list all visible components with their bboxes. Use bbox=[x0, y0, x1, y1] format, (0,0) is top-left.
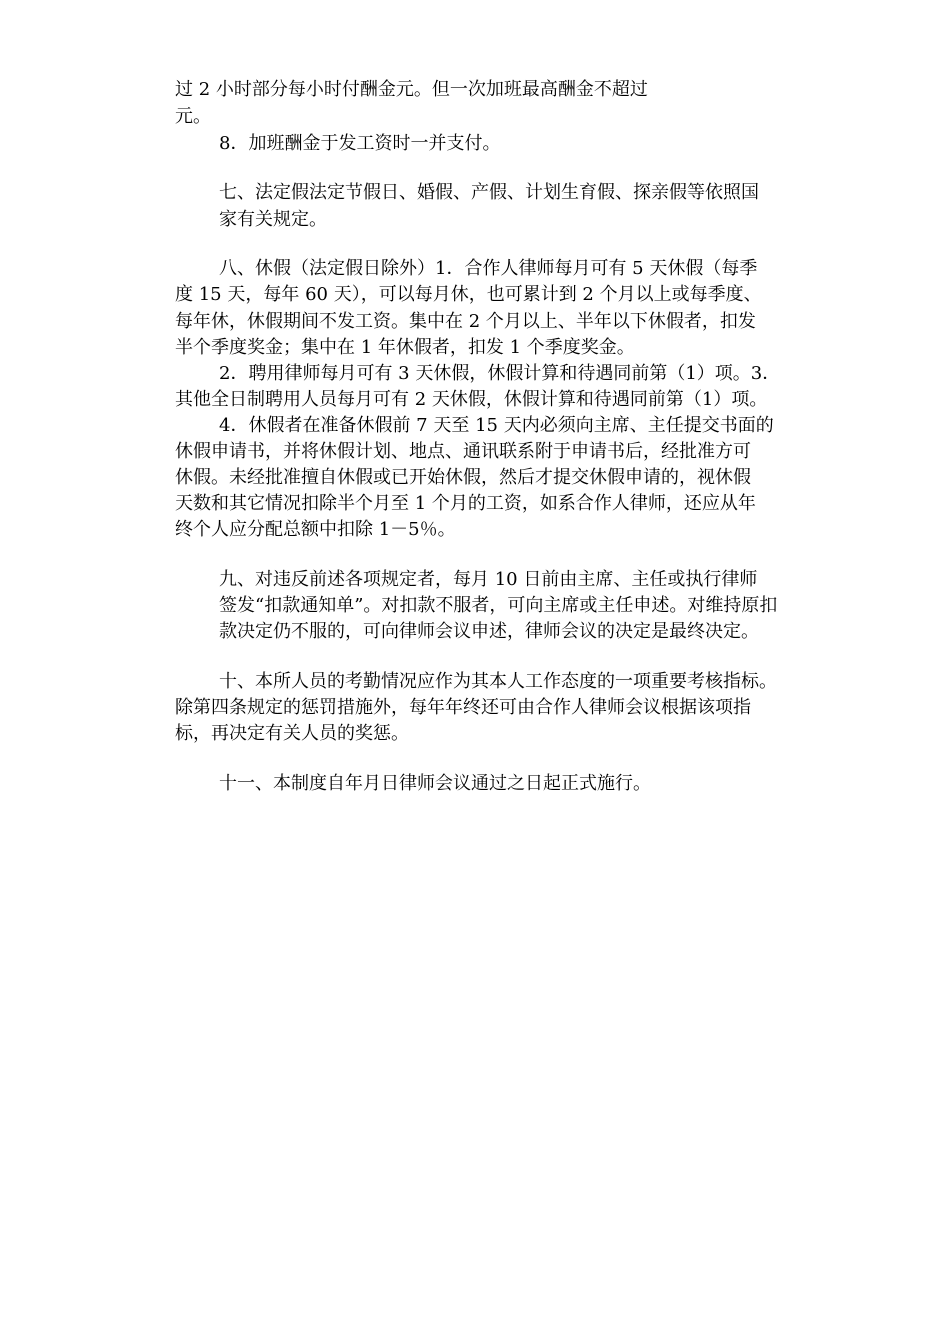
text-line: 休假。未经批准擅自休假或已开始休假，然后才提交休假申请的，视休假 bbox=[175, 467, 751, 488]
text-line: 终个人应分配总额中扣除 1－5％。 bbox=[175, 519, 456, 540]
text-line: 八、休假（法定假日除外）1．合作人律师每月可有 5 天休假（每季 bbox=[219, 258, 758, 279]
text-line: 其他全日制聘用人员每月可有 2 天休假，休假计算和待遇同前第（1）项。 bbox=[175, 389, 768, 410]
text-line: 8．加班酬金于发工资时一并支付。 bbox=[219, 133, 501, 154]
text-line: 2．聘用律师每月可有 3 天休假，休假计算和待遇同前第（1）项。3． bbox=[219, 363, 781, 384]
text-line: 每年休，休假期间不发工资。集中在 2 个月以上、半年以下休假者，扣发 bbox=[175, 311, 756, 332]
text-line: 元。 bbox=[175, 106, 211, 127]
text-line: 除第四条规定的惩罚措施外，每年年终还可由合作人律师会议根据该项指 bbox=[175, 697, 751, 718]
text-line: 过 2 小时部分每小时付酬金元。但一次加班最高酬金不超过 bbox=[175, 79, 648, 100]
text-line: 半个季度奖金；集中在 1 年休假者，扣发 1 个季度奖金。 bbox=[175, 337, 635, 358]
text-line: 签发“扣款通知单”。对扣款不服者，可向主席或主任申述。对维持原扣 bbox=[219, 595, 778, 616]
text-line: 家有关规定。 bbox=[219, 209, 327, 230]
text-line: 十、本所人员的考勤情况应作为其本人工作态度的一项重要考核指标。 bbox=[219, 671, 777, 692]
text-line: 九、对违反前述各项规定者，每月 10 日前由主席、主任或执行律师 bbox=[219, 569, 758, 590]
text-line: 4．休假者在准备休假前 7 天至 15 天内必须向主席、主任提交书面的 bbox=[219, 415, 774, 436]
text-line: 十一、本制度自年月日律师会议通过之日起正式施行。 bbox=[219, 773, 651, 794]
text-line: 度 15 天，每年 60 天），可以每月休，也可累计到 2 个月以上或每季度、 bbox=[175, 284, 762, 305]
text-line: 七、法定假法定节假日、婚假、产假、计划生育假、探亲假等依照国 bbox=[219, 182, 759, 203]
text-line: 标，再决定有关人员的奖惩。 bbox=[175, 723, 409, 744]
text-line: 天数和其它情况扣除半个月至 1 个月的工资，如系合作人律师，还应从年 bbox=[175, 493, 756, 514]
text-line: 休假申请书，并将休假计划、地点、通讯联系附于申请书后，经批准方可 bbox=[175, 441, 751, 462]
text-line: 款决定仍不服的，可向律师会议申述，律师会议的决定是最终决定。 bbox=[219, 621, 759, 642]
